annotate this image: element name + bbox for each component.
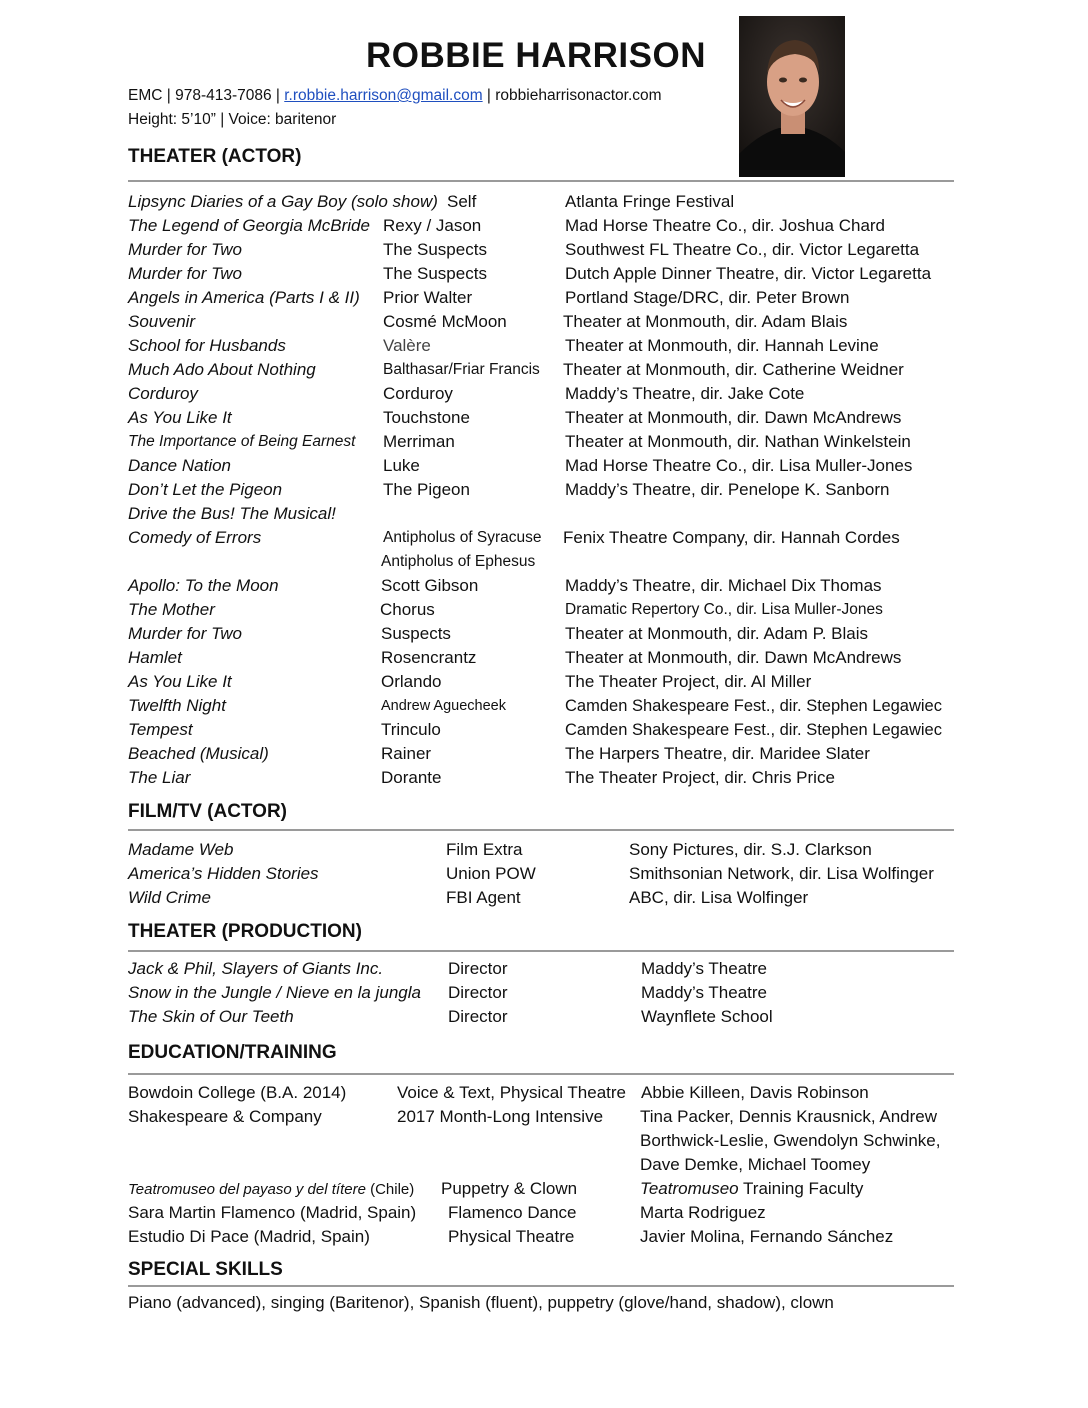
- teachers: Javier Molina, Fernando Sánchez: [640, 1227, 894, 1246]
- venue: Maddy’s Theatre: [641, 983, 767, 1002]
- show-title: Tempest: [128, 720, 193, 739]
- show-title: The Liar: [128, 768, 191, 787]
- role: Luke: [383, 456, 420, 475]
- role: The Suspects: [383, 264, 487, 283]
- show-title: The Mother: [128, 600, 215, 619]
- contact-prefix: EMC | 978-413-7086 |: [128, 87, 285, 104]
- company: Theater at Monmouth, dir. Catherine Weidner: [563, 360, 904, 379]
- company: The Theater Project, dir. Chris Price: [565, 768, 835, 787]
- production-title: The Skin of Our Teeth: [128, 1007, 294, 1026]
- contact-suffix: | robbieharrisonactor.com: [482, 87, 662, 104]
- role: Rexy / Jason: [383, 216, 482, 235]
- show-title: Souvenir: [128, 312, 196, 331]
- teachers-line-2: Borthwick-Leslie, Gwendolyn Schwinke,: [640, 1131, 941, 1150]
- film-title: Wild Crime: [128, 888, 211, 907]
- company: Mad Horse Theatre Co., dir. Joshua Chard: [565, 216, 886, 235]
- show-title: Drive the Bus! The Musical!: [128, 504, 336, 523]
- focus: Voice & Text, Physical Theatre: [397, 1083, 626, 1102]
- show-title: The Legend of Georgia McBride: [128, 216, 370, 235]
- section-title-film-tv: FILM/TV (ACTOR): [128, 801, 288, 822]
- company: Southwest FL Theatre Co., dir. Victor Legaretta: [565, 240, 920, 259]
- company: Maddy’s Theatre, dir. Michael Dix Thomas: [565, 576, 882, 595]
- show-title: Murder for Two: [128, 624, 242, 643]
- show-title: Lipsync Diaries of a Gay Boy (solo show): [128, 192, 438, 211]
- contact-line: [128, 87, 662, 105]
- role: Director: [448, 1007, 508, 1026]
- film-title: Madame Web: [128, 840, 234, 859]
- production-title: Jack & Phil, Slayers of Giants Inc.: [128, 959, 384, 978]
- role: Balthasar/Friar Francis: [383, 361, 540, 378]
- headshot-illustration: [739, 16, 845, 177]
- role: Corduroy: [383, 384, 453, 403]
- show-title: Dance Nation: [128, 456, 232, 475]
- focus: Flamenco Dance: [448, 1203, 577, 1222]
- teachers: Marta Rodriguez: [640, 1203, 766, 1222]
- role: Merriman: [383, 432, 455, 451]
- role: Director: [448, 983, 508, 1002]
- school: Sara Martin Flamenco (Madrid, Spain): [128, 1203, 417, 1222]
- role: FBI Agent: [446, 888, 521, 907]
- company: The Theater Project, dir. Al Miller: [565, 672, 812, 691]
- company: Sony Pictures, dir. S.J. Clarkson: [629, 840, 872, 859]
- role: Self: [447, 192, 477, 211]
- role: Touchstone: [383, 408, 470, 427]
- teachers-line-3: Dave Demke, Michael Toomey: [640, 1155, 871, 1174]
- show-title: As You Like It: [128, 672, 232, 691]
- show-title: The Importance of Being Earnest: [128, 433, 356, 450]
- company: Maddy’s Theatre, dir. Jake Cote: [565, 384, 805, 403]
- school: [128, 1177, 414, 1202]
- company: Theater at Monmouth, dir. Nathan Winkelstein: [565, 432, 911, 451]
- focus: 2017 Month-Long Intensive: [397, 1107, 604, 1126]
- section-title-theater-actor: THEATER (ACTOR): [128, 146, 302, 167]
- company: Camden Shakespeare Fest., dir. Stephen Legawiec: [565, 697, 942, 715]
- role: Valère: [383, 336, 431, 355]
- show-title: Murder for Two: [128, 264, 242, 283]
- show-title: Corduroy: [128, 384, 198, 403]
- special-skills-text: Piano (advanced), singing (Baritenor), Spanish (fluent), puppetry (glove/hand, shadow), clown: [128, 1293, 834, 1312]
- show-title: Comedy of Errors: [128, 528, 262, 547]
- venue: Maddy’s Theatre: [641, 959, 767, 978]
- role: The Pigeon: [383, 480, 470, 499]
- teachers: [640, 1177, 863, 1201]
- company: Fenix Theatre Company, dir. Hannah Cordes: [563, 528, 900, 547]
- role: Union POW: [446, 864, 536, 883]
- school-italic: Teatromuseo del payaso y del títere: [128, 1181, 366, 1198]
- teachers: Abbie Killeen, Davis Robinson: [641, 1083, 869, 1102]
- school: Shakespeare & Company: [128, 1107, 322, 1126]
- show-title: Apollo: To the Moon: [128, 576, 279, 595]
- teachers-line-1: Tina Packer, Dennis Krausnick, Andrew: [640, 1107, 938, 1126]
- company: Mad Horse Theatre Co., dir. Lisa Muller-Jones: [565, 456, 913, 475]
- show-title: Beached (Musical): [128, 744, 269, 763]
- company: Maddy’s Theatre, dir. Penelope K. Sanborn: [565, 480, 890, 499]
- section-divider: [128, 180, 954, 182]
- film-title: America’s Hidden Stories: [128, 864, 319, 883]
- email-link[interactable]: r.robbie.harrison@gmail.com: [284, 87, 483, 104]
- role: Suspects: [381, 624, 451, 643]
- section-title-education: EDUCATION/TRAINING: [128, 1042, 337, 1063]
- show-title: Angels in America (Parts I & II): [128, 288, 360, 307]
- company: ABC, dir. Lisa Wolfinger: [629, 888, 809, 907]
- role: Trinculo: [381, 720, 441, 739]
- height-voice-line: Height: 5’10” | Voice: baritenor: [128, 111, 337, 128]
- role: Antipholus of Ephesus: [381, 553, 536, 570]
- company: Theater at Monmouth, dir. Adam P. Blais: [565, 624, 869, 643]
- teachers-suffix: Training Faculty: [738, 1179, 864, 1198]
- teachers-italic: Teatromuseo: [640, 1179, 739, 1198]
- company: Atlanta Fringe Festival: [565, 192, 735, 211]
- company: Theater at Monmouth, dir. Hannah Levine: [565, 336, 879, 355]
- school: Bowdoin College (B.A. 2014): [128, 1083, 347, 1102]
- role: Antipholus of Syracuse: [383, 529, 542, 546]
- role: Andrew Aguecheek: [381, 698, 506, 714]
- company: Theater at Monmouth, dir. Dawn McAndrews: [565, 648, 902, 667]
- company: Theater at Monmouth, dir. Adam Blais: [563, 312, 848, 331]
- role: Film Extra: [446, 840, 523, 859]
- company: Camden Shakespeare Fest., dir. Stephen Legawiec: [565, 721, 942, 739]
- school-suffix: (Chile): [365, 1181, 415, 1198]
- role: Rainer: [381, 744, 432, 763]
- focus: Puppetry & Clown: [441, 1179, 578, 1198]
- role: Dorante: [381, 768, 442, 787]
- resume-name: ROBBIE HARRISON: [365, 36, 707, 75]
- show-title: Twelfth Night: [128, 696, 226, 715]
- production-title: Snow in the Jungle / Nieve en la jungla: [128, 983, 421, 1002]
- school: Estudio Di Pace (Madrid, Spain): [128, 1227, 370, 1246]
- section-divider: [128, 1285, 954, 1287]
- headshot-photo: [739, 16, 845, 177]
- company: Dutch Apple Dinner Theatre, dir. Victor Legaretta: [565, 264, 932, 283]
- role: Rosencrantz: [381, 648, 477, 667]
- section-title-theater-production: THEATER (PRODUCTION): [128, 921, 362, 942]
- show-title: Much Ado About Nothing: [128, 360, 316, 379]
- company: Smithsonian Network, dir. Lisa Wolfinger: [629, 864, 934, 883]
- section-divider: [128, 1073, 954, 1075]
- section-title-special-skills: SPECIAL SKILLS: [128, 1259, 283, 1280]
- show-title: Don’t Let the Pigeon: [128, 480, 283, 499]
- role: Chorus: [380, 600, 435, 619]
- show-title: As You Like It: [128, 408, 232, 427]
- company: The Harpers Theatre, dir. Maridee Slater: [565, 744, 870, 763]
- role: Cosmé McMoon: [383, 312, 507, 331]
- role: Prior Walter: [383, 288, 473, 307]
- show-title: Murder for Two: [128, 240, 242, 259]
- section-divider: [128, 950, 954, 952]
- focus: Physical Theatre: [448, 1227, 575, 1246]
- company: Portland Stage/DRC, dir. Peter Brown: [565, 288, 850, 307]
- role: Scott Gibson: [381, 576, 479, 595]
- role: Director: [448, 959, 508, 978]
- role: The Suspects: [383, 240, 487, 259]
- company: Dramatic Repertory Co., dir. Lisa Muller-Jones: [565, 601, 883, 618]
- venue: Waynflete School: [641, 1007, 773, 1026]
- role: Orlando: [381, 672, 442, 691]
- show-title: School for Husbands: [128, 336, 286, 355]
- company: Theater at Monmouth, dir. Dawn McAndrews: [565, 408, 902, 427]
- section-divider: [128, 829, 954, 831]
- show-title: Hamlet: [128, 648, 182, 667]
